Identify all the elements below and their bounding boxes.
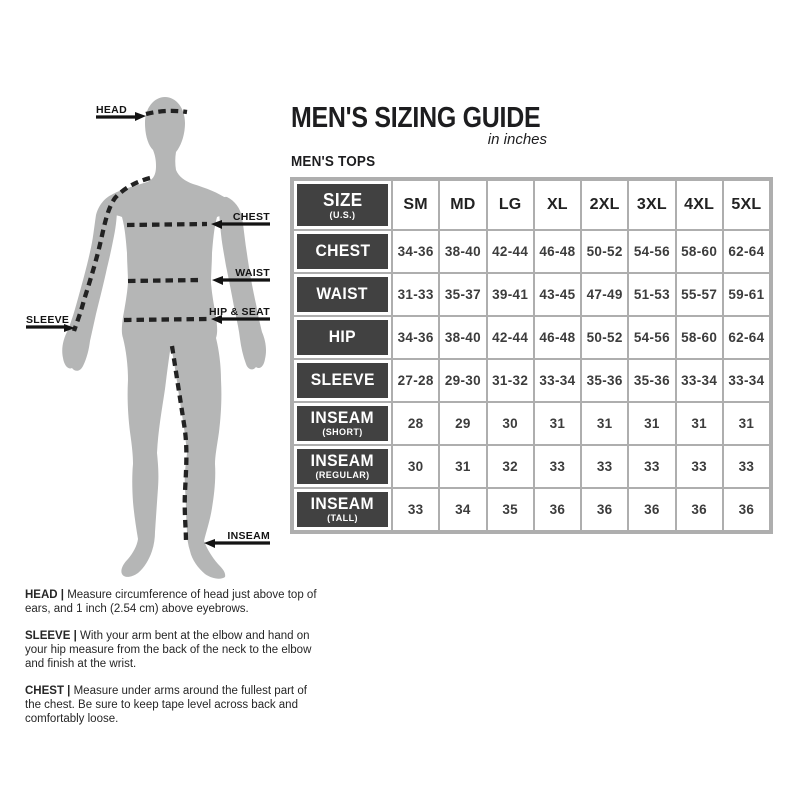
size-value-cell: 35-36 [582, 360, 627, 401]
size-value-cell: 31 [535, 403, 580, 444]
size-value-cell: 35-36 [629, 360, 674, 401]
row-label-box [297, 277, 388, 312]
note-text: With your arm bent at the elbow and hand on your hip measure from the back of the neck to the elbow and finish at the wrist. [25, 630, 312, 670]
size-value-cell: 36 [629, 489, 674, 530]
column-header-5xl: 5XL [724, 181, 769, 229]
row-label-box [297, 363, 388, 398]
size-value-cell: 55-57 [677, 274, 722, 315]
row-header-chest [294, 231, 391, 272]
body-measurement-diagram [20, 85, 276, 590]
size-value-cell: 39-41 [488, 274, 533, 315]
size-value-cell: 30 [488, 403, 533, 444]
size-value-cell: 47-49 [582, 274, 627, 315]
row-header-sleeve [294, 360, 391, 401]
size-value-cell: 33 [535, 446, 580, 487]
size-value-cell: 36 [535, 489, 580, 530]
column-header-xl: XL [535, 181, 580, 229]
size-value-cell: 29 [440, 403, 485, 444]
size-value-cell: 43-45 [535, 274, 580, 315]
size-value-cell: 36 [677, 489, 722, 530]
size-value-cell: 32 [488, 446, 533, 487]
size-value-cell: 62-64 [724, 231, 769, 272]
size-value-cell: 35-37 [440, 274, 485, 315]
size-value-cell: 33-34 [535, 360, 580, 401]
column-header-lg: LG [488, 181, 533, 229]
row-header-inseam-regular [294, 446, 391, 487]
note-term: HEAD | [25, 589, 64, 601]
row-label: INSEAM [310, 451, 375, 470]
size-value-cell: 27-28 [393, 360, 438, 401]
size-value-cell: 54-56 [629, 231, 674, 272]
row-label-box [297, 320, 388, 355]
row-label: INSEAM [310, 408, 375, 427]
row-header-hip [294, 317, 391, 358]
row-sub-label: (REGULAR) [315, 470, 370, 481]
size-value-cell: 38-40 [440, 231, 485, 272]
measurement-notes [25, 588, 320, 739]
column-header-md: MD [440, 181, 485, 229]
size-value-cell: 58-60 [677, 231, 722, 272]
diagram-label-chest: CHEST [232, 211, 270, 223]
size-value-cell: 34-36 [393, 317, 438, 358]
size-value-cell: 36 [724, 489, 769, 530]
size-value-cell: 33-34 [724, 360, 769, 401]
size-value-cell: 42-44 [488, 231, 533, 272]
row-header-inseam-short [294, 403, 391, 444]
size-label-box [297, 184, 388, 226]
size-value-cell: 31-33 [393, 274, 438, 315]
head-arrowhead-icon [135, 112, 146, 121]
page-title: MEN'S SIZING GUIDE [291, 102, 541, 134]
size-value-cell: 51-53 [629, 274, 674, 315]
row-header-inseam-tall [294, 489, 391, 530]
size-value-cell: 46-48 [535, 317, 580, 358]
size-value-cell: 31 [582, 403, 627, 444]
row-label: CHEST [314, 242, 371, 261]
row-label-box [297, 492, 388, 527]
diagram-label-waist: WAIST [235, 267, 270, 279]
size-value-cell: 33 [393, 489, 438, 530]
size-value-cell: 33 [677, 446, 722, 487]
note-text: Measure under arms around the fullest part of the chest. Be sure to keep tape level across back and comfortably loose. [25, 685, 307, 725]
body-silhouette [101, 97, 238, 579]
size-value-cell: 46-48 [535, 231, 580, 272]
size-sub-label: (U.S.) [329, 209, 356, 220]
row-sub-label: (SHORT) [322, 427, 363, 438]
size-value-cell: 62-64 [724, 317, 769, 358]
note-term: SLEEVE | [25, 630, 77, 642]
size-value-cell: 54-56 [629, 317, 674, 358]
diagram-label-sleeve: SLEEVE [26, 314, 70, 326]
note-text: Measure circumference of head just above top of ears, and 1 inch (2.54 cm) above eyebrows. [25, 589, 317, 615]
waist-arrowhead-icon [212, 276, 223, 285]
diagram-label-hip-seat: HIP & SEAT [209, 306, 270, 318]
note-chest [25, 684, 320, 726]
sizing-table [290, 177, 773, 534]
row-label: SLEEVE [310, 371, 375, 390]
row-label: INSEAM [310, 494, 375, 513]
column-header-2xl: 2XL [582, 181, 627, 229]
section-label-mens-tops: MEN'S TOPS [291, 154, 376, 170]
column-header-3xl: 3XL [629, 181, 674, 229]
row-label-box [297, 406, 388, 441]
size-value-cell: 35 [488, 489, 533, 530]
size-value-cell: 29-30 [440, 360, 485, 401]
note-head [25, 588, 320, 616]
note-sleeve [25, 629, 320, 671]
row-label-box [297, 234, 388, 269]
size-value-cell: 34-36 [393, 231, 438, 272]
row-label-box [297, 449, 388, 484]
row-label: HIP [328, 328, 357, 347]
note-term: CHEST | [25, 685, 71, 697]
size-value-cell: 33 [629, 446, 674, 487]
size-value-cell: 33 [724, 446, 769, 487]
size-label: SIZE [322, 189, 363, 210]
row-sub-label: (TALL) [327, 513, 358, 524]
size-value-cell: 28 [393, 403, 438, 444]
size-value-cell: 31-32 [488, 360, 533, 401]
row-label: WAIST [316, 285, 369, 304]
size-value-cell: 58-60 [677, 317, 722, 358]
size-value-cell: 36 [582, 489, 627, 530]
column-header-4xl: 4XL [677, 181, 722, 229]
column-header-sm: SM [393, 181, 438, 229]
size-value-cell: 30 [393, 446, 438, 487]
size-value-cell: 50-52 [582, 317, 627, 358]
size-value-cell: 31 [629, 403, 674, 444]
page-subtitle: in inches [487, 131, 547, 148]
size-value-cell: 33-34 [677, 360, 722, 401]
size-value-cell: 42-44 [488, 317, 533, 358]
size-value-cell: 31 [677, 403, 722, 444]
size-value-cell: 31 [440, 446, 485, 487]
row-header-waist [294, 274, 391, 315]
size-value-cell: 50-52 [582, 231, 627, 272]
size-value-cell: 31 [724, 403, 769, 444]
size-value-cell: 33 [582, 446, 627, 487]
size-value-cell: 38-40 [440, 317, 485, 358]
diagram-label-head: HEAD [96, 104, 127, 116]
size-value-cell: 34 [440, 489, 485, 530]
diagram-label-inseam: INSEAM [227, 530, 270, 542]
size-value-cell: 59-61 [724, 274, 769, 315]
table-corner-cell [294, 181, 391, 229]
